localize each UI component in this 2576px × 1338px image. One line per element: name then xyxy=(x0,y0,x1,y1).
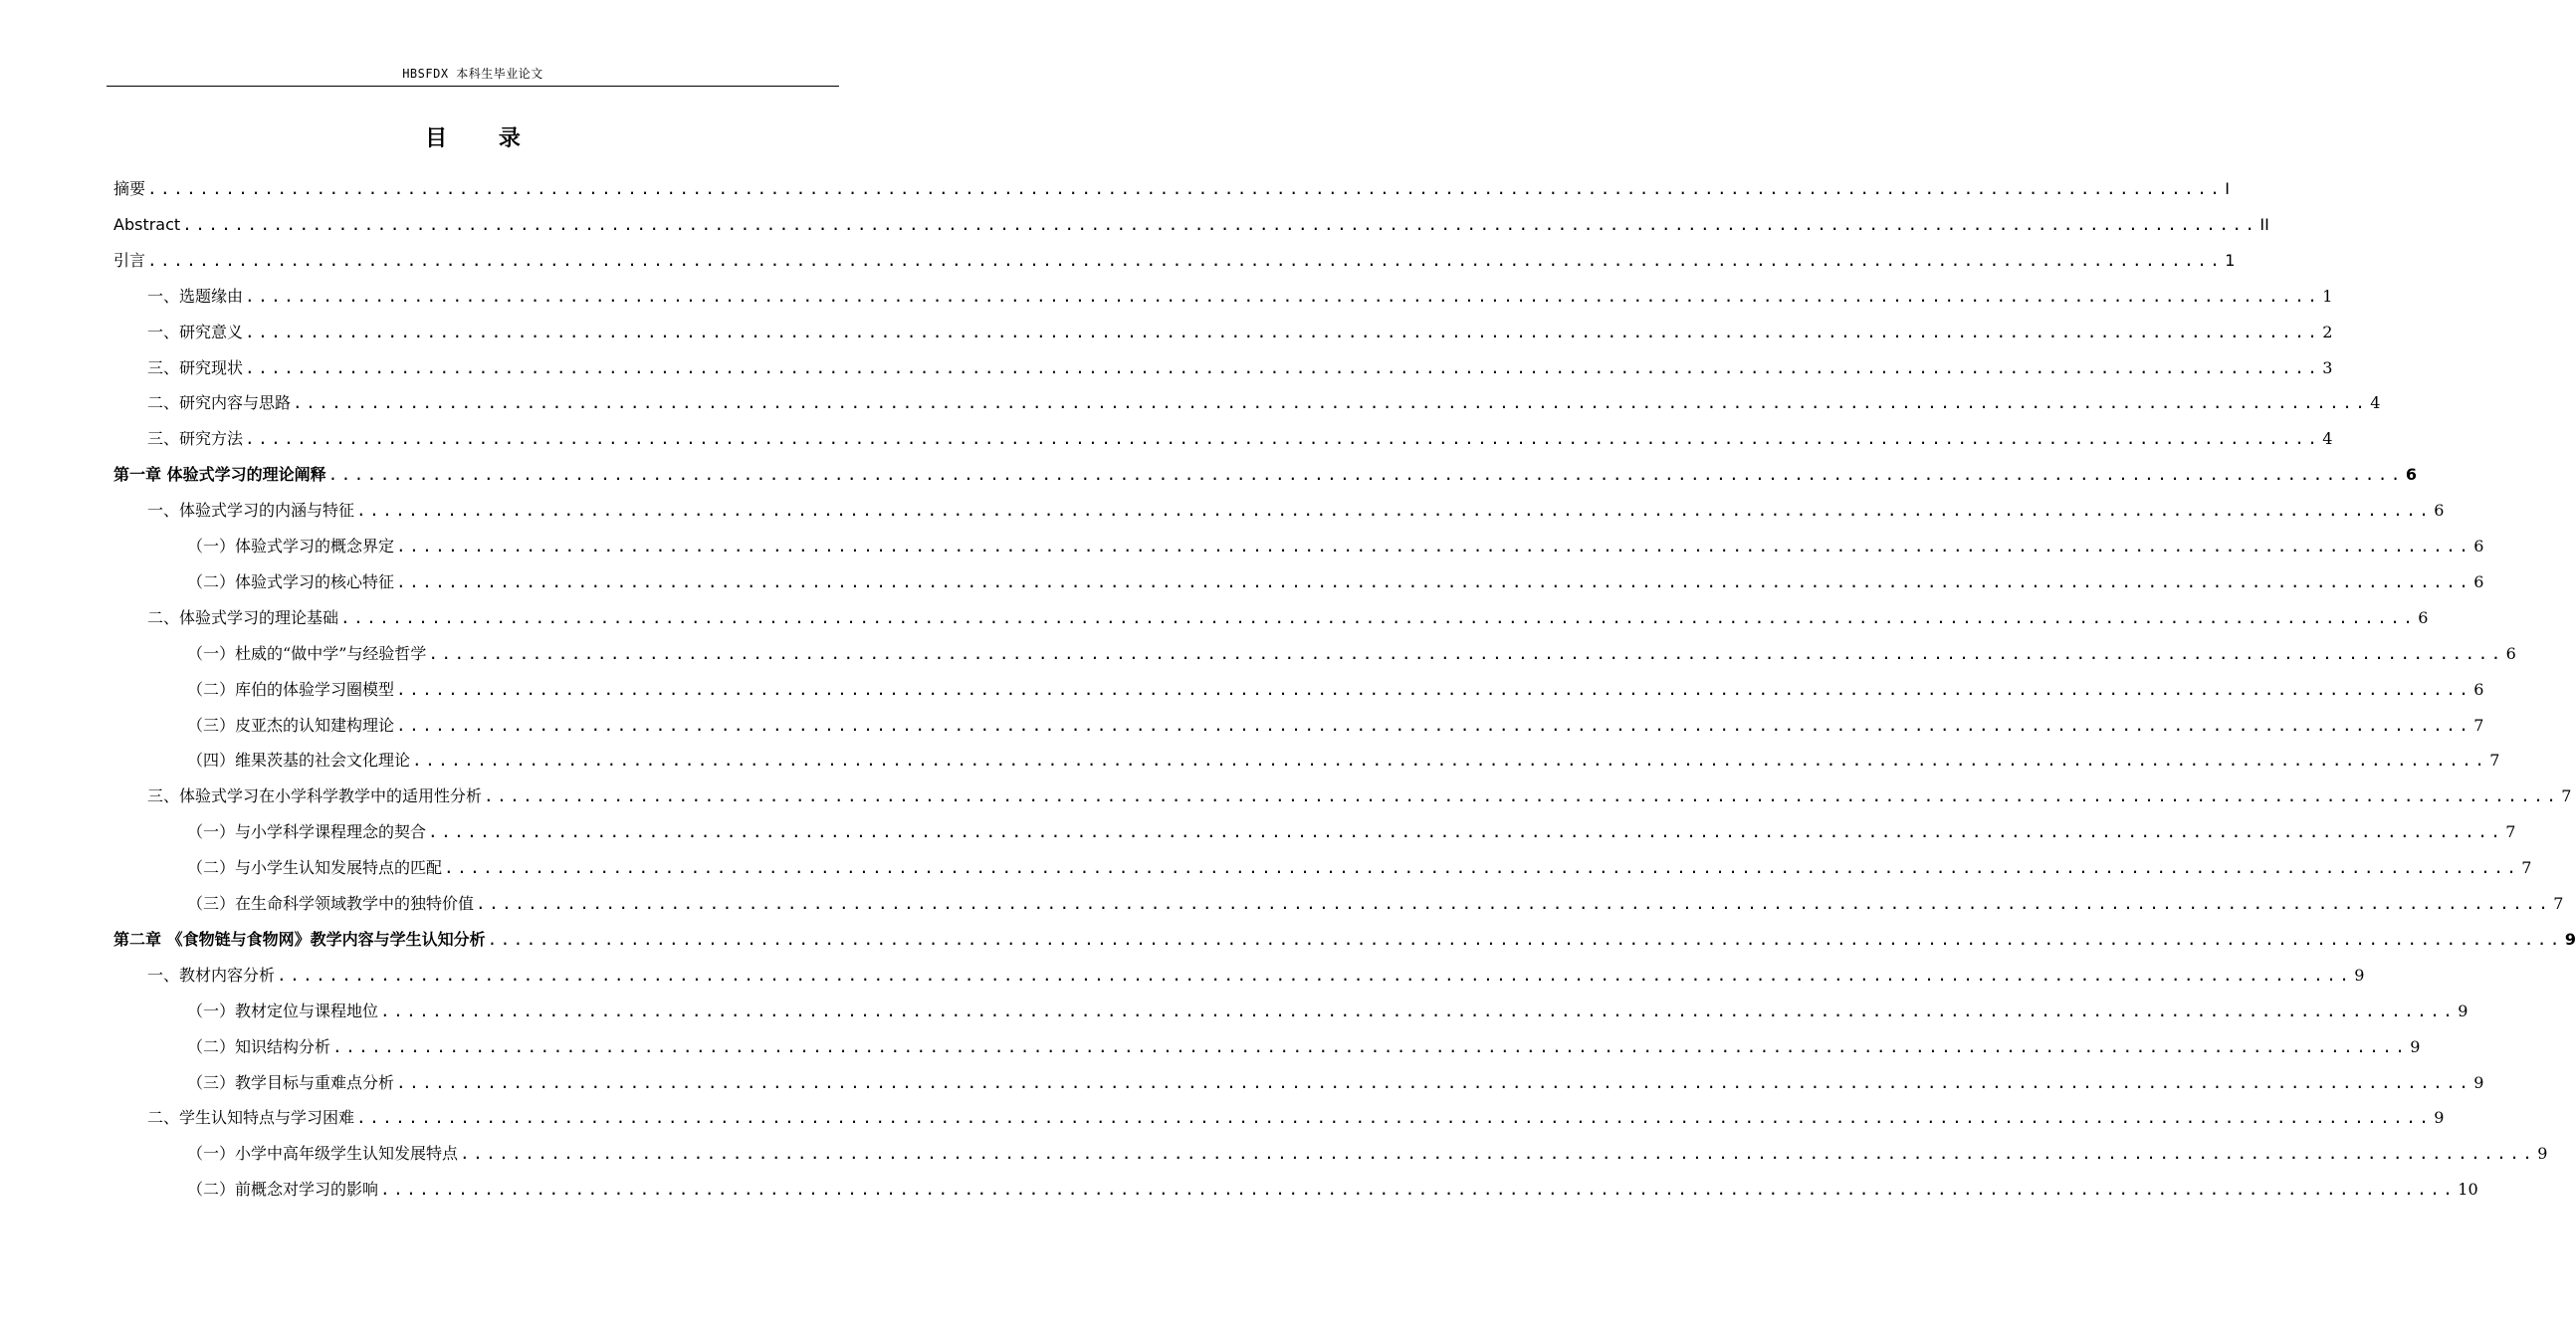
toc-leader-dots: ................................................................................................................................................................ xyxy=(332,1036,2409,1056)
toc-leader-dots: ................................................................................................................................................................ xyxy=(182,214,2258,234)
toc-entry-title: 选题缘由 xyxy=(179,286,244,306)
toc-entry-number: （二） xyxy=(187,571,236,591)
toc-entry-number: 二、 xyxy=(147,607,180,627)
toc-entry-number: （二） xyxy=(187,679,236,699)
toc-page-number: I xyxy=(2225,179,2230,198)
toc-entry-number: 三、 xyxy=(147,357,180,377)
toc-page-number: 6 xyxy=(2505,643,2516,663)
toc-leader-dots: ................................................................................................................................................................ xyxy=(293,393,2369,413)
toc-page-number: 7 xyxy=(2553,894,2564,913)
toc-title: 目 录 xyxy=(425,126,542,151)
toc-entry[interactable] xyxy=(0,249,2236,273)
toc-page-number: 4 xyxy=(2370,393,2381,413)
toc-entry-title: 引言 xyxy=(113,250,146,270)
toc-leader-dots: ................................................................................................................................................................ xyxy=(380,1180,2457,1200)
toc-leader-dots: ................................................................................................................................................................ xyxy=(277,965,2353,985)
toc-page-number: 4 xyxy=(2322,429,2333,449)
toc-entry-title: 与小学科学课程理念的契合 xyxy=(235,822,427,842)
toc-page-number: 6 xyxy=(2473,571,2484,591)
toc-entry-title: 杜威的“做中学”与经验哲学 xyxy=(235,643,427,663)
toc-page-number: 6 xyxy=(2434,501,2445,521)
toc-entry-title: 教学目标与重难点分析 xyxy=(235,1072,395,1092)
toc-entry-number: 一、 xyxy=(147,322,180,341)
toc-entry-number: （二） xyxy=(187,1036,236,1056)
toc-page-number: 7 xyxy=(2521,858,2532,878)
toc-leader-dots: ................................................................................................................................................................ xyxy=(380,1001,2457,1020)
toc-entry-number: （三） xyxy=(187,1072,236,1092)
toc-page-number: 6 xyxy=(2473,679,2484,699)
toc-leader-dots: ................................................................................................................................................................ xyxy=(460,1144,2536,1164)
toc-page-number: 1 xyxy=(2322,286,2333,306)
toc-page-number: 6 xyxy=(2405,465,2417,485)
toc-leader-dots: ................................................................................................................................................................ xyxy=(356,501,2433,521)
toc-entry-title: 知识结构分析 xyxy=(235,1036,331,1056)
toc-leader-dots: ................................................................................................................................................................ xyxy=(476,894,2552,913)
toc-entry-title: Abstract xyxy=(113,214,181,234)
toc-leader-dots: ................................................................................................................................................................ xyxy=(444,858,2520,878)
toc-page-number: 6 xyxy=(2418,607,2429,627)
toc-leader-dots: ................................................................................................................................................................ xyxy=(327,465,2404,485)
running-header: HBSFDX 本科生毕业论文 xyxy=(402,67,543,81)
toc-entry[interactable] xyxy=(0,856,2532,880)
toc-entry-title: 皮亚杰的认知建构理论 xyxy=(235,715,395,735)
toc-entry-title: 小学中高年级学生认知发展特点 xyxy=(235,1144,459,1164)
toc-entry-title: 研究现状 xyxy=(179,357,244,377)
toc-leader-dots: ................................................................................................................................................................ xyxy=(396,1072,2472,1092)
toc-page-number: 9 xyxy=(2410,1036,2421,1056)
toc-entry[interactable] xyxy=(0,1142,2548,1166)
toc-entry[interactable] xyxy=(0,964,2365,988)
toc-leader-dots: ................................................................................................................................................................ xyxy=(245,322,2321,341)
toc-page-number: 7 xyxy=(2505,822,2516,842)
toc-leader-dots: ................................................................................................................................................................ xyxy=(147,179,2224,198)
toc-entry-title: 体验式学习在小学科学教学中的适用性分析 xyxy=(179,786,483,806)
toc-entry-number: 一、 xyxy=(147,965,180,985)
toc-entry-title: 学生认知特点与学习困难 xyxy=(179,1108,355,1128)
toc-entry[interactable] xyxy=(0,928,2576,952)
toc-entry-title: 研究意义 xyxy=(179,322,244,341)
toc-entry-title: 摘要 xyxy=(113,179,146,198)
toc-entry-number: （一） xyxy=(187,822,236,842)
toc-page-number: 9 xyxy=(2458,1001,2469,1020)
toc-entry-title: 与小学生认知发展特点的匹配 xyxy=(235,858,443,878)
toc-entry[interactable] xyxy=(0,1106,2445,1130)
toc-entry-title: 体验式学习的理论基础 xyxy=(179,607,339,627)
toc-leader-dots: ................................................................................................................................................................ xyxy=(340,607,2417,627)
toc-entry-number: （四） xyxy=(187,751,236,771)
toc-entry-number: 一、 xyxy=(147,501,180,521)
toc-leader-dots: ................................................................................................................................................................ xyxy=(428,822,2504,842)
toc-entry[interactable] xyxy=(0,285,2333,309)
toc-page-number: 7 xyxy=(2561,786,2572,806)
toc-page-number: 1 xyxy=(2225,250,2236,270)
toc-entry-title: 研究内容与思路 xyxy=(179,393,292,413)
toc-entry-number: 三、 xyxy=(147,429,180,449)
toc-entry-title: 体验式学习的内涵与特征 xyxy=(179,501,355,521)
toc-entry-number: （三） xyxy=(187,894,236,913)
toc-entry[interactable] xyxy=(0,784,2572,808)
toc-page-number: II xyxy=(2259,214,2269,234)
toc-leader-dots: ................................................................................................................................................................ xyxy=(147,250,2224,270)
toc-leader-dots: ................................................................................................................................................................ xyxy=(412,751,2488,771)
toc-entry[interactable] xyxy=(0,213,2269,237)
toc-entry-title: 在生命科学领域教学中的独特价值 xyxy=(235,894,475,913)
toc-page-number: 9 xyxy=(2564,929,2576,949)
toc-leader-dots: ................................................................................................................................................................ xyxy=(396,715,2472,735)
toc-page-number: 7 xyxy=(2473,715,2484,735)
toc-entry-title: 库伯的体验学习圈模型 xyxy=(235,679,395,699)
toc-leader-dots: ................................................................................................................................................................ xyxy=(356,1108,2433,1128)
toc-entry-number: 三、 xyxy=(147,786,180,806)
toc-page-number: 9 xyxy=(2354,965,2365,985)
toc-entry[interactable] xyxy=(0,1000,2469,1023)
toc-entry-title: 教材定位与课程地位 xyxy=(235,1001,379,1020)
toc-entry-number: （一） xyxy=(187,1144,236,1164)
toc-entry[interactable] xyxy=(0,642,2516,666)
toc-entry[interactable] xyxy=(0,535,2484,558)
toc-entry-number: （一） xyxy=(187,643,236,663)
toc-leader-dots: ................................................................................................................................................................ xyxy=(245,429,2321,449)
toc-entry-title: 教材内容分析 xyxy=(179,965,276,985)
toc-entry-title: 研究方法 xyxy=(179,429,244,449)
toc-entry-title: 前概念对学习的影响 xyxy=(235,1180,379,1200)
toc-entry-number: （二） xyxy=(187,1180,236,1200)
toc-page-number: 3 xyxy=(2322,357,2333,377)
toc-entry[interactable] xyxy=(0,499,2445,523)
toc-entry[interactable] xyxy=(0,606,2429,630)
toc-entry[interactable] xyxy=(0,321,2333,344)
toc-entry-title: 第一章 体验式学习的理论阐释 xyxy=(113,465,326,485)
toc-entry-number: 二、 xyxy=(147,393,180,413)
toc-entry[interactable] xyxy=(0,749,2500,773)
toc-leader-dots: ................................................................................................................................................................ xyxy=(396,679,2472,699)
toc-leader-dots: ................................................................................................................................................................ xyxy=(245,286,2321,306)
toc-entry[interactable] xyxy=(0,1071,2484,1095)
toc-entry-title: 体验式学习的概念界定 xyxy=(235,537,395,556)
toc-entry[interactable] xyxy=(0,570,2484,594)
toc-page-number: 2 xyxy=(2322,322,2333,341)
toc-entry-number: （三） xyxy=(187,715,236,735)
toc-page-number: 9 xyxy=(2434,1108,2445,1128)
toc-page-number: 9 xyxy=(2537,1144,2548,1164)
toc-entry-title: 体验式学习的核心特征 xyxy=(235,571,395,591)
toc-entry[interactable] xyxy=(0,820,2516,844)
toc-entry[interactable] xyxy=(0,427,2333,451)
toc-page-number: 9 xyxy=(2473,1072,2484,1092)
toc-entry-number: （一） xyxy=(187,1001,236,1020)
toc-entry-number: 一、 xyxy=(147,286,180,306)
toc-entry[interactable] xyxy=(0,356,2333,380)
toc-entry[interactable] xyxy=(0,177,2230,201)
toc-leader-dots: ................................................................................................................................................................ xyxy=(487,929,2563,949)
toc-page-number: 6 xyxy=(2473,537,2484,556)
toc-leader-dots: ................................................................................................................................................................ xyxy=(396,537,2472,556)
toc-entry[interactable] xyxy=(0,391,2381,415)
toc-entry-number: 二、 xyxy=(147,1108,180,1128)
toc-entry[interactable] xyxy=(0,1035,2421,1059)
toc-page-number: 10 xyxy=(2458,1180,2478,1200)
toc-leader-dots: ................................................................................................................................................................ xyxy=(245,357,2321,377)
toc-leader-dots: ................................................................................................................................................................ xyxy=(396,571,2472,591)
toc-entry[interactable] xyxy=(0,892,2564,916)
toc-entry-title: 第二章 《食物链与食物网》教学内容与学生认知分析 xyxy=(113,929,486,949)
toc-entry[interactable] xyxy=(0,714,2484,738)
toc-leader-dots: ................................................................................................................................................................ xyxy=(484,786,2560,806)
toc-entry[interactable] xyxy=(0,678,2484,702)
toc-entry[interactable] xyxy=(0,1178,2478,1202)
toc-entry[interactable] xyxy=(0,463,2417,487)
toc-leader-dots: ................................................................................................................................................................ xyxy=(428,643,2504,663)
toc-page-number: 7 xyxy=(2489,751,2500,771)
toc-entry-title: 维果茨基的社会文化理论 xyxy=(235,751,411,771)
toc-entry-number: （一） xyxy=(187,537,236,556)
toc-entry-number: （二） xyxy=(187,858,236,878)
